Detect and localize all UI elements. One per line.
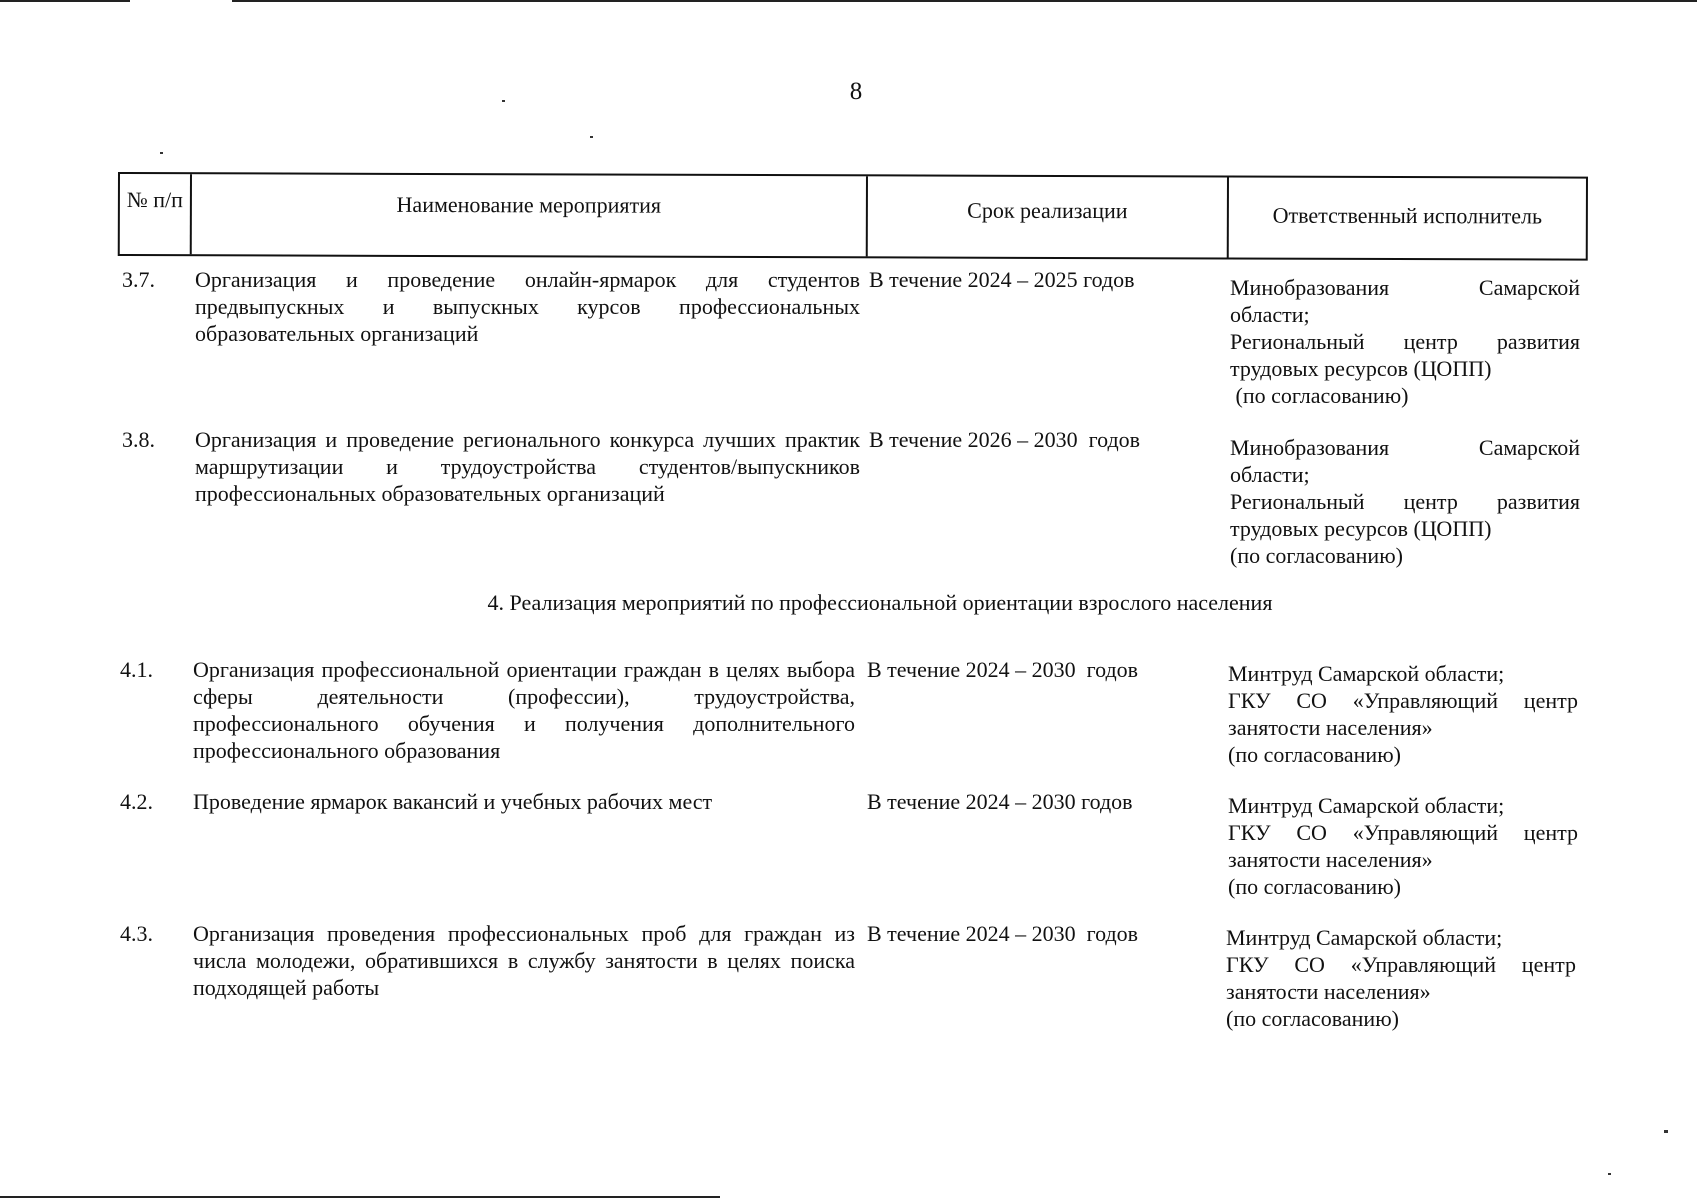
section-heading: 4. Реализация мероприятий по профессиональной ориентации взрослого населения	[487, 590, 1273, 615]
scan-edge-top-right	[232, 0, 1697, 2]
row-responsible: Минобразования Самарской области; Региональный центр развития трудовых ресурсов (ЦОПП) (по согласованию)	[1230, 435, 1580, 568]
row-activity: Организация и проведение онлайн-ярмарок для студентов предвыпускных и выпускных курсов профессиональных образовательных организаций	[195, 267, 860, 346]
row-responsible: Минтруд Самарской области; ГКУ СО «Управляющий центр занятости населения» (по согласованию)	[1226, 925, 1576, 1031]
row-activity: Организация и проведение регионального конкурса лучших практик маршрутизации и трудоустройства студентов/выпускников профессиональных образовательных организаций	[195, 427, 860, 506]
row-number: 3.8.	[122, 427, 155, 452]
scan-speck	[590, 136, 593, 138]
row-activity: Проведение ярмарок вакансий и учебных рабочих мест	[193, 789, 713, 814]
row-number: 4.2.	[120, 789, 153, 814]
row-number: 3.7.	[122, 267, 155, 292]
row-activity: Организация профессиональной ориентации граждан в целях выбора сферы деятельности (профессии), трудоустройства, профессионального обучения и получения дополнительного профессионального образования	[193, 657, 855, 763]
scan-speck	[1608, 1173, 1611, 1175]
row-term: В течение 2024 – 2030 годов	[867, 921, 1139, 946]
row-number: 4.3.	[120, 921, 153, 946]
row-responsible: Минобразования Самарской области; Региональный центр развития трудовых ресурсов (ЦОПП) (по согласованию)	[1230, 275, 1580, 408]
row-term: В течение 2026 – 2030 годов	[869, 427, 1141, 452]
scan-edge-bottom	[0, 1196, 720, 1198]
row-responsible: Минтруд Самарской области; ГКУ СО «Управляющий центр занятости населения» (по согласованию)	[1228, 661, 1578, 767]
page-number: 8	[849, 78, 863, 105]
row-term: В течение 2024 – 2030 годов	[867, 657, 1139, 682]
header-name: Наименование мероприятия	[192, 174, 868, 256]
scan-speck	[1664, 1130, 1668, 1133]
row-term: В течение 2024 – 2030 годов	[867, 789, 1133, 814]
row-responsible: Минтруд Самарской области; ГКУ СО «Управляющий центр занятости населения» (по согласованию)	[1228, 793, 1578, 899]
header-num: № п/п	[120, 174, 192, 254]
header-term: Срок реализации	[868, 176, 1229, 257]
header-responsible: Ответственный исполнитель	[1272, 202, 1543, 229]
table-header	[118, 172, 1588, 261]
scan-edge-top-left	[0, 0, 130, 2]
scan-speck	[160, 152, 163, 154]
row-term: В течение 2024 – 2025 годов	[869, 267, 1135, 292]
row-activity: Организация проведения профессиональных проб для граждан из числа молодежи, обратившихся в службу занятости в целях поиска подходящей работы	[193, 921, 855, 1000]
row-number: 4.1.	[120, 657, 153, 682]
